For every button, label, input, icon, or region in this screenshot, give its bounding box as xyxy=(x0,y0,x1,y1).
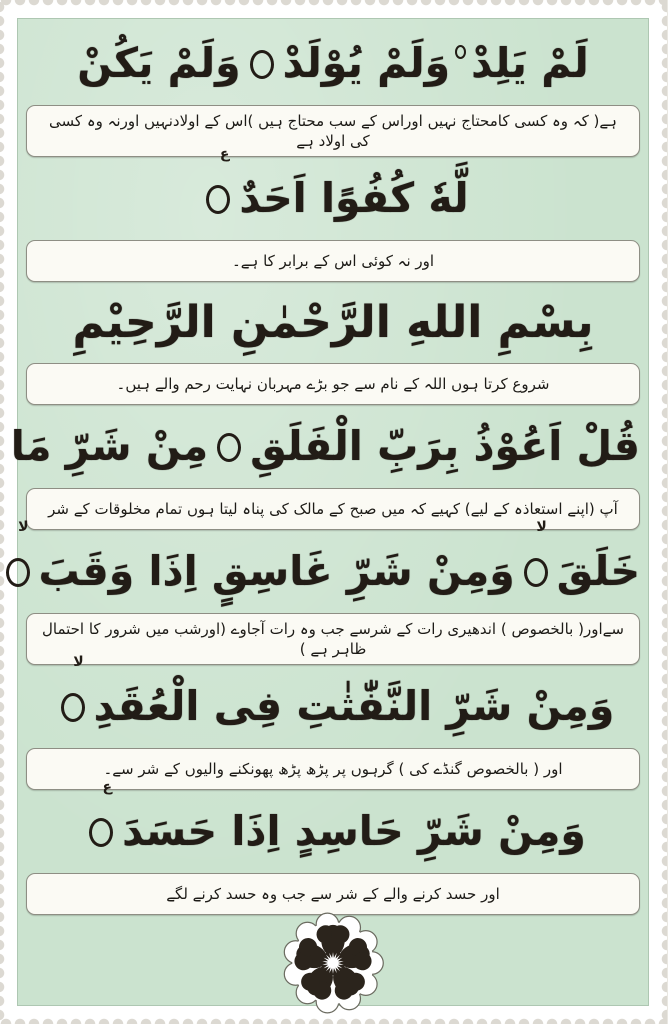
ornament-row xyxy=(27,918,641,1008)
arabic-verse-text: وَمِنْ شَرِّ حَاسِدٍ اِذَا حَسَدَ xyxy=(123,807,587,855)
arabic-verse-text: وَمِنْ شَرِّ غَاسِقٍ اِذَا وَقَبَ xyxy=(39,547,516,595)
ruku-marker-icon xyxy=(207,146,231,238)
translation-box xyxy=(27,488,641,530)
ayah-end-la-icon xyxy=(7,519,31,611)
ayah-end-la-icon xyxy=(525,519,549,611)
perforation-edge-top xyxy=(0,0,668,12)
ayah-end-icon xyxy=(218,410,242,486)
arabic-verse-text: وَلَمْ يَكُنْ xyxy=(78,39,242,87)
translation-box xyxy=(27,363,641,405)
ayah-end-icon xyxy=(251,27,275,103)
arabic-verse-line xyxy=(27,654,641,746)
arabic-verse-text: قُلْ اَعُوْذُ بِرَبِّ الْفَلَقِ xyxy=(251,422,641,470)
ayah-circle xyxy=(525,558,549,587)
arabic-verse-line xyxy=(27,25,641,103)
arabic-verse-line xyxy=(27,146,641,238)
ruku-letter: ع xyxy=(220,146,231,162)
arabic-verse-text: وَلَمْ يُوْلَدْ xyxy=(283,39,452,87)
stop-mark-icon xyxy=(456,45,467,59)
perforation-edge-right xyxy=(656,0,668,1024)
translation-text: سےاور( بالخصوص ) اندھیری رات کے شرسے جب وہ رات آجاوے (اورشب میں شرور کا احتمال ظاہر ہے ) xyxy=(42,620,625,658)
arabic-verse-line xyxy=(11,408,641,486)
translation-box xyxy=(27,748,641,790)
translation-text: اور نہ کوئی اس کے برابر کا ہے۔ xyxy=(232,252,436,270)
arabic-verse-line xyxy=(27,285,641,361)
translation-box xyxy=(27,873,641,915)
translation-box xyxy=(27,240,641,282)
ayah-circle xyxy=(62,693,86,722)
ruku-marker-icon xyxy=(90,779,114,871)
translation-box xyxy=(27,105,641,157)
arabic-verse-text: وَمِنْ شَرِّ النَّفّٰثٰتِ فِی الْعُقَدِ xyxy=(94,682,616,730)
arabic-verse-text: لَمْ يَلِدْ xyxy=(472,39,590,87)
quran-page xyxy=(11,18,650,1006)
translation-text: اور حسد کرنے والے کے شر سے جب وہ حسد کرنے لگے xyxy=(167,885,501,903)
ayah-circle xyxy=(251,50,275,79)
rosette-flower-icon xyxy=(282,911,386,1015)
la-stop-letter: لا xyxy=(74,654,85,670)
ayah-circle xyxy=(218,433,242,462)
ayah-circle xyxy=(7,558,31,587)
la-stop-letter: لا xyxy=(19,519,30,535)
arabic-verse-line xyxy=(27,779,641,871)
arabic-verse-text: لَّهٗ كُفُوًا اَحَدٌ xyxy=(240,174,470,222)
ayah-circle xyxy=(207,185,231,214)
translation-text: اور ( بالخصوص گنڈے کی ) گرہوں پر پڑھ پڑھ پھونکنے والیوں کے شر سے۔ xyxy=(104,760,564,778)
translation-text: ہے( کہ وہ کسی کامحتاج نہیں اوراس کے سب محتاج ہیں )اس کے اولادنہیں اورنہ وہ کسی کی اولاد ہے xyxy=(50,112,618,150)
arabic-verse-text: خَلَقَ xyxy=(557,547,641,595)
page-content xyxy=(11,25,641,918)
translation-box xyxy=(27,613,641,665)
ruku-letter: ع xyxy=(103,779,114,795)
ayah-circle xyxy=(90,818,114,847)
ayah-end-la-icon xyxy=(62,654,86,746)
perforation-edge-left xyxy=(0,0,12,1024)
translation-text: شروع کرتا ہوں اللہ کے نام سے جو بڑے مہربان نہایت رحم والے ہیں۔ xyxy=(117,375,551,393)
translation-text: آپ (اپنے استعاذہ کے لیے) کہیے کہ میں صبح کے مالک کی پناہ لیتا ہوں تمام مخلوقات کے شر xyxy=(49,500,619,518)
la-stop-letter: لا xyxy=(537,519,548,535)
arabic-verse-text: مِنْ شَرِّ مَا xyxy=(11,422,210,470)
arabic-verse-line xyxy=(19,519,641,611)
arabic-verse-text: بِسْمِ اللهِ الرَّحْمٰنِ الرَّحِيْمِ xyxy=(73,297,595,348)
